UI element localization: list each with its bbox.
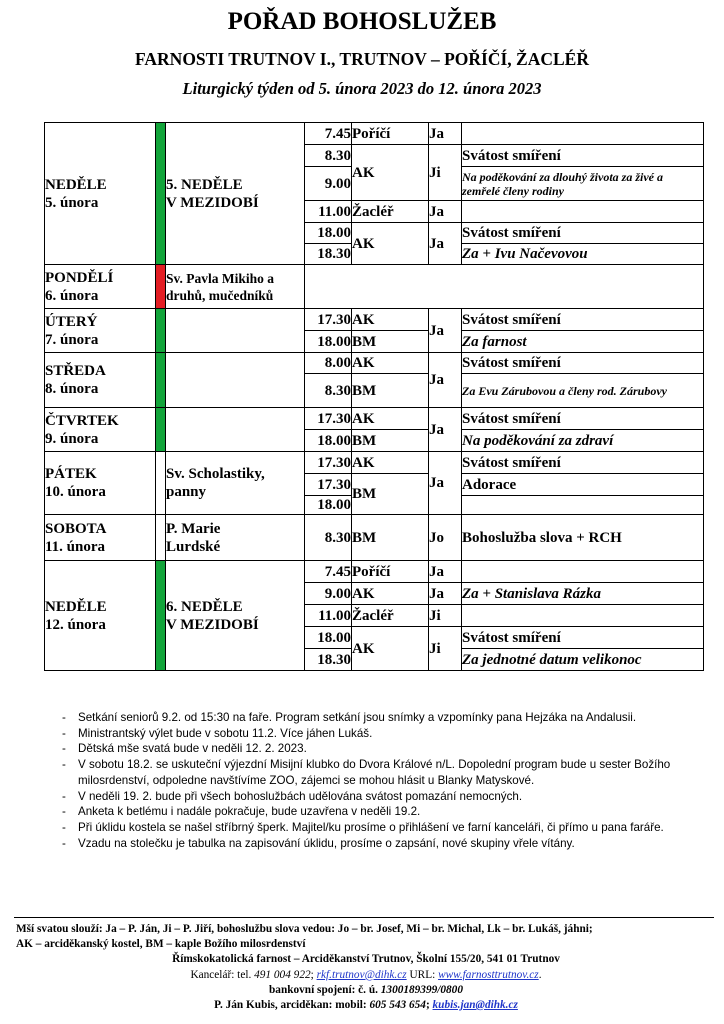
liturgical-color-bar: [156, 353, 166, 408]
liturgical-color-bar: [156, 123, 166, 265]
empty-service-cell: [305, 265, 704, 309]
celebrant-cell: Ji: [429, 627, 462, 671]
liturgical-color-bar: [156, 408, 166, 452]
table-row: [45, 123, 704, 145]
day-cell: PÁTEK 10. února: [45, 452, 156, 515]
place-cell: AK: [352, 223, 429, 265]
celebrant-cell: Ja: [429, 452, 462, 515]
url-label: URL:: [409, 968, 436, 981]
place-cell: Žacléř: [352, 605, 429, 627]
note-cell: Svátost smíření: [462, 145, 704, 167]
note-cell: Svátost smíření: [462, 223, 704, 244]
announcement-item: - Vzadu na stolečku je tabulka na zapisování úklidu, prosíme o zapsání, nové skupiny vřele vítány.: [62, 836, 692, 852]
priest-mobile: 605 543 654: [369, 999, 426, 1012]
footer-divider: [14, 917, 714, 918]
place-cell: Poříčí: [352, 123, 429, 145]
priest-line: P. Ján Kubis, arciděkan: mobil: 605 543 654; kubis.jan@dihk.cz: [214, 999, 518, 1012]
priest-label: P. Ján Kubis, arciděkan: mobil:: [214, 999, 367, 1012]
time-cell: 11.00: [305, 201, 352, 223]
bank-line: [16, 983, 716, 998]
note-cell: Svátost smíření: [462, 627, 704, 649]
legend-celebrants: Mší svatou slouží: Ja – P. Ján, Ji – P. Jiří, bohoslužbu slova vedou: Jo – br. Josef, Mi – br. Michal, Lk – br. Lukáš, jáhni;: [16, 923, 593, 935]
place-cell: BM: [352, 515, 429, 561]
note-cell: Za + Ivu Načevovou: [462, 244, 704, 265]
page-title: POŘAD BOHOSLUŽEB: [227, 8, 497, 35]
day-cell: ÚTERÝ 7. února: [45, 309, 156, 353]
liturgical-color-bar: [156, 515, 166, 561]
liturgical-color-bar: [156, 309, 166, 353]
announcement-item: - V neděli 19. 2. bude při všech bohoslužbách udělována svátost pomazání nemocných.: [62, 789, 692, 805]
note-cell: Adorace: [462, 474, 704, 496]
table-row: [45, 265, 704, 309]
place-cell: AK: [352, 145, 429, 201]
place-cell: AK: [352, 452, 429, 474]
time-cell: 18.00: [305, 496, 352, 515]
place-cell: BM: [352, 331, 429, 353]
feast-cell: Sv. Scholastiky, panny: [166, 452, 305, 515]
day-cell: ČTVRTEK 9. února: [45, 408, 156, 452]
time-cell: 18.00: [305, 223, 352, 244]
time-cell: 8.30: [305, 374, 352, 408]
celebrant-cell: Ja: [429, 353, 462, 408]
table-row: [45, 452, 704, 474]
day-cell: NEDĚLE 5. února: [45, 123, 156, 265]
day-cell: SOBOTA 11. února: [45, 515, 156, 561]
parish-address: Římskokatolická farnost – Arciděkanství Trutnov, Školní 155/20, 541 01 Trutnov: [172, 953, 560, 966]
time-cell: 18.30: [305, 244, 352, 265]
note-cell: [462, 561, 704, 583]
liturgical-color-bar: [156, 561, 166, 671]
feast-cell: 5. NEDĚLE V MEZIDOBÍ: [166, 123, 305, 265]
note-cell: Svátost smíření: [462, 452, 704, 474]
place-cell: BM: [352, 474, 429, 515]
bank-label: bankovní spojení: č. ú.: [269, 983, 378, 996]
place-cell: AK: [352, 408, 429, 430]
priest-email-link[interactable]: kubis.jan@dihk.cz: [432, 999, 518, 1012]
time-cell: 7.45: [305, 123, 352, 145]
celebrant-cell: Ja: [429, 561, 462, 583]
time-cell: 18.30: [305, 649, 352, 671]
celebrant-cell: Ja: [429, 201, 462, 223]
parish-subtitle: FARNOSTI TRUTNOV I., TRUTNOV – POŘÍČÍ, ŽACLÉŘ: [135, 49, 589, 69]
day-cell: NEDĚLE 12. února: [45, 561, 156, 671]
place-cell: AK: [352, 309, 429, 331]
office-label: Kancelář: tel.: [190, 968, 252, 981]
celebrant-cell: Ja: [429, 408, 462, 452]
place-cell: AK: [352, 627, 429, 671]
note-cell: [462, 496, 704, 515]
celebrant-cell: Ja: [429, 123, 462, 145]
note-cell: Svátost smíření: [462, 309, 704, 331]
time-cell: 7.45: [305, 561, 352, 583]
celebrant-cell: Ja: [429, 583, 462, 605]
liturgical-color-bar: [156, 265, 166, 309]
table-row: [45, 515, 704, 561]
time-cell: 8.30: [305, 515, 352, 561]
time-cell: 17.30: [305, 452, 352, 474]
footer: [16, 922, 716, 1013]
time-cell: 18.00: [305, 627, 352, 649]
note-cell: Svátost smíření: [462, 408, 704, 430]
note-cell: Za farnost: [462, 331, 704, 353]
legend-places: AK – arciděkanský kostel, BM – kaple Božího milosrdenství: [16, 938, 306, 951]
feast-cell: [166, 353, 305, 408]
time-cell: 18.00: [305, 331, 352, 353]
announcement-item: - Setkání seniorů 9.2. od 15:30 na faře. Program setkání jsou snímky a vzpomínky pana Hejzáka na Andalusii.: [62, 710, 692, 726]
note-cell: [462, 201, 704, 223]
day-cell: STŘEDA 8. února: [45, 353, 156, 408]
table-row: [45, 309, 704, 331]
feast-cell: P. Marie Lurdské: [166, 515, 305, 561]
time-cell: 11.00: [305, 605, 352, 627]
time-cell: 8.30: [305, 145, 352, 167]
announcement-item: - Dětská mše svatá bude v neděli 12. 2. 2023.: [62, 741, 692, 757]
time-cell: 9.00: [305, 167, 352, 201]
note-cell: Za + Stanislava Rázka: [462, 583, 704, 605]
note-cell: [462, 123, 704, 145]
liturgical-week: Liturgický týden od 5. února 2023 do 12. února 2023: [182, 79, 542, 98]
place-cell: Poříčí: [352, 561, 429, 583]
time-cell: 18.00: [305, 430, 352, 452]
celebrant-cell: Ji: [429, 145, 462, 201]
place-cell: AK: [352, 353, 429, 374]
schedule-table: [44, 122, 704, 671]
announcement-item: - Anketa k betlému i nadále pokračuje, bude uzavřena v neděli 19.2.: [62, 804, 692, 820]
feast-cell: [166, 408, 305, 452]
time-cell: 8.00: [305, 353, 352, 374]
announcement-item: - Ministrantský výlet bude v sobotu 11.2. Více jáhen Lukáš.: [62, 726, 692, 742]
note-cell: Na poděkování za zdraví: [462, 430, 704, 452]
contact-line: Kancelář: tel. 491 004 922; rkf.trutnov@dihk.cz URL: www.farnosttrutnov.cz.: [190, 968, 542, 981]
celebrant-cell: Ja: [429, 309, 462, 353]
announcement-item: - V sobotu 18.2. se uskuteční výjezdní Misijní klubko do Dvora Králové n/L. Dopolední program bude u sester Božího milosrdenství, odpoledne navštívíme ZOO, zájemci se mohou hlásit u Blanky Matyskové.: [62, 757, 692, 788]
announcements-list: [62, 710, 692, 851]
day-cell: PONDĚLÍ 6. února: [45, 265, 156, 309]
note-cell: Za jednotné datum velikonoc: [462, 649, 704, 671]
announcement-item: - Při úklidu kostela se našel stříbrný šperk. Majitel/ku prosíme o přihlášení ve farní kanceláři, či přímo u pana faráře.: [62, 820, 692, 836]
note-cell: [462, 605, 704, 627]
office-phone: 491 004 922: [254, 968, 311, 981]
table-row: [45, 353, 704, 374]
time-cell: 9.00: [305, 583, 352, 605]
website-link[interactable]: www.farnosttrutnov.cz: [438, 968, 539, 981]
time-cell: 17.30: [305, 309, 352, 331]
note-cell: Za Evu Zárubovou a členy rod. Zárubovy: [462, 374, 704, 408]
time-cell: 17.30: [305, 408, 352, 430]
place-cell: AK: [352, 583, 429, 605]
place-cell: BM: [352, 430, 429, 452]
celebrant-cell: Ji: [429, 605, 462, 627]
bank-account: 1300189399/0800: [380, 983, 463, 996]
feast-cell: [166, 309, 305, 353]
table-row: [45, 408, 704, 430]
celebrant-cell: Ja: [429, 223, 462, 265]
note-cell: Na poděkování za dlouhý života za živé a zemřelé členy rodiny: [462, 167, 704, 201]
place-cell: Žacléř: [352, 201, 429, 223]
table-row: [45, 561, 704, 583]
celebrant-cell: Jo: [429, 515, 462, 561]
place-cell: BM: [352, 374, 429, 408]
feast-cell: Sv. Pavla Mikiho a druhů, mučedníků: [166, 265, 305, 309]
note-cell: Svátost smíření: [462, 353, 704, 374]
liturgical-color-bar: [156, 452, 166, 515]
note-cell: Bohoslužba slova + RCH: [462, 515, 704, 561]
time-cell: 17.30: [305, 474, 352, 496]
email-link[interactable]: rkf.trutnov@dihk.cz: [316, 968, 407, 981]
feast-cell: 6. NEDĚLE V MEZIDOBÍ: [166, 561, 305, 671]
